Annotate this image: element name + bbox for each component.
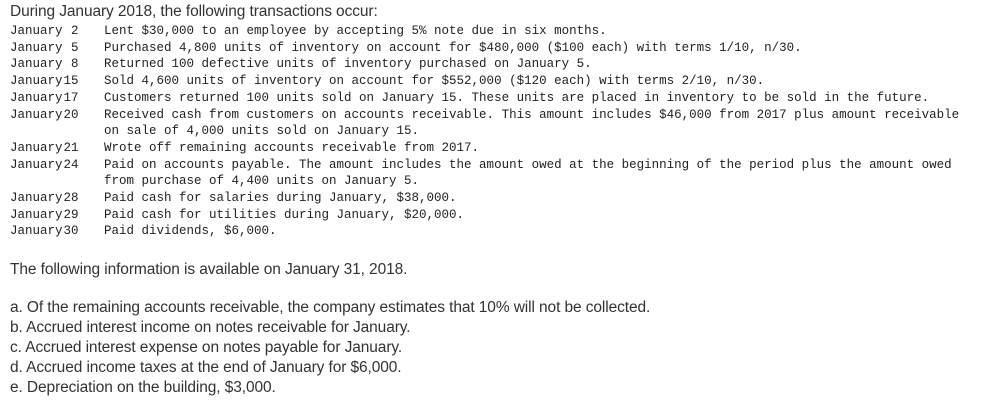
transaction-day: 2 — [71, 24, 79, 38]
adjustments-list — [10, 298, 999, 398]
transaction-date — [10, 173, 96, 190]
transaction-day: 24 — [63, 157, 79, 172]
transaction-row — [10, 190, 959, 207]
transaction-row-continuation — [10, 123, 959, 140]
transaction-date — [10, 107, 96, 124]
transaction-day: 15 — [63, 74, 79, 89]
transaction-date — [10, 157, 96, 174]
transaction-month: January — [10, 74, 63, 89]
transaction-day: 5 — [71, 40, 79, 55]
transaction-date — [10, 207, 96, 224]
transaction-date — [10, 140, 96, 157]
transaction-description: Sold 4,600 units of inventory on account for $552,000 ($120 each) with terms 2/10, n/30. — [104, 74, 765, 89]
transaction-day: 20 — [63, 107, 79, 122]
transaction-description: Customers returned 100 units sold on January 15. These units are placed in inventory to be sold in the future. — [104, 90, 930, 105]
transaction-date — [10, 90, 96, 107]
transaction-month: January — [10, 24, 63, 38]
transaction-description: Returned 100 defective units of inventory purchased on January 5. — [104, 57, 592, 72]
transaction-month: January — [10, 191, 63, 206]
transaction-date — [10, 56, 96, 73]
transaction-day: 29 — [63, 207, 79, 222]
available-info-text: The following information is available on January 31, 2018. — [10, 261, 408, 279]
transaction-row — [10, 107, 959, 124]
transaction-day: 17 — [63, 90, 79, 105]
transaction-date — [10, 40, 96, 57]
transaction-description: Purchased 4,800 units of inventory on account for $480,000 ($100 each) with terms 1/10, n/30. — [104, 40, 802, 55]
transaction-month: January — [10, 107, 63, 122]
transactions-body — [10, 23, 959, 240]
transaction-date — [10, 190, 96, 207]
transaction-month: January — [10, 140, 63, 155]
transaction-row — [10, 56, 959, 73]
transaction-month: January — [10, 224, 63, 239]
adjustment-item: e. Depreciation on the building, $3,000. — [10, 379, 276, 397]
transaction-month: January — [10, 207, 63, 222]
transaction-day: 21 — [63, 140, 79, 155]
transaction-row — [10, 140, 959, 157]
adjustment-item: b. Accrued interest income on notes receivable for January. — [10, 319, 411, 337]
transaction-description: Wrote off remaining accounts receivable from 2017. — [104, 140, 480, 155]
adjustment-item: d. Accrued income taxes at the end of January for $6,000. — [10, 359, 402, 377]
transaction-description: Paid cash for utilities during January, $20,000. — [104, 207, 465, 222]
transaction-day: 28 — [63, 191, 79, 206]
transaction-month: January — [10, 40, 63, 55]
transaction-description: from purchase of 4,400 units on January 5. — [104, 174, 420, 189]
adjustment-item: a. Of the remaining accounts receivable, the company estimates that 10% will not be collected. — [10, 299, 651, 317]
adjustment-item: c. Accrued interest expense on notes payable for January. — [10, 339, 403, 357]
transaction-row — [10, 23, 959, 40]
transactions-table — [10, 23, 959, 240]
transaction-row — [10, 207, 959, 224]
transaction-day: 8 — [71, 57, 79, 72]
transaction-date — [10, 23, 96, 40]
transaction-month: January — [10, 157, 63, 172]
problem-document — [10, 2, 999, 398]
transaction-description: Received cash from customers on accounts receivable. This amount includes $46,000 from 2017 plus amount receivable — [104, 107, 960, 122]
transaction-row — [10, 40, 959, 57]
transaction-row — [10, 157, 959, 174]
transaction-date — [10, 223, 96, 240]
intro-text: During January 2018, the following transactions occur: — [10, 3, 378, 20]
transaction-date — [10, 123, 96, 140]
transaction-description: Paid cash for salaries during January, $38,000. — [104, 191, 457, 206]
transaction-month: January — [10, 90, 63, 105]
transaction-row — [10, 90, 959, 107]
transaction-description: on sale of 4,000 units sold on January 15. — [104, 124, 420, 139]
transaction-description: Paid on accounts payable. The amount includes the amount owed at the beginning of the period plus the amount owed — [104, 157, 952, 172]
transaction-description: Paid dividends, $6,000. — [104, 224, 277, 239]
transaction-row — [10, 223, 959, 240]
transaction-month: January — [10, 57, 63, 72]
transaction-date — [10, 73, 96, 90]
transaction-day: 30 — [63, 224, 79, 239]
transaction-row-continuation — [10, 173, 959, 190]
transaction-row — [10, 73, 959, 90]
transaction-description: Lent $30,000 to an employee by accepting 5% note due in six months. — [104, 24, 607, 38]
